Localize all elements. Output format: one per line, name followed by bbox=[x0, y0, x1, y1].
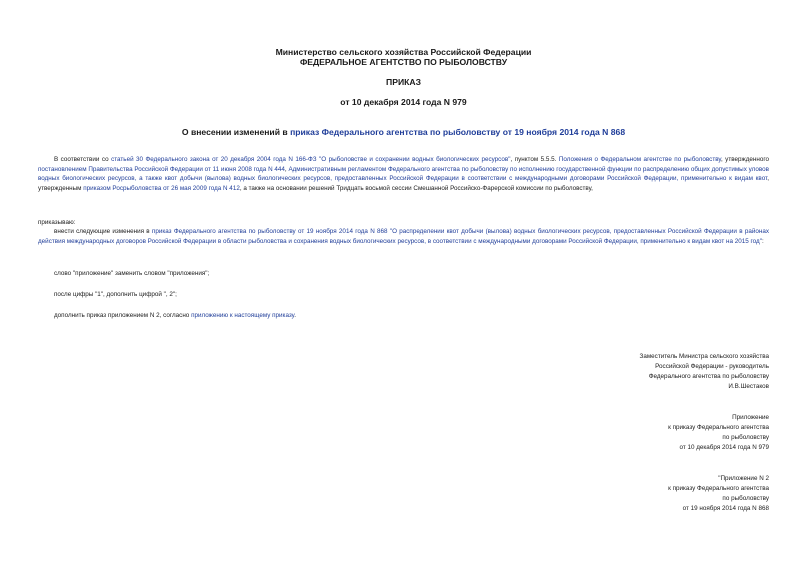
amendment-paragraph bbox=[38, 227, 769, 246]
order-word: приказываю: bbox=[38, 219, 76, 226]
doc-date-number: от 10 декабря 2014 года N 979 bbox=[340, 97, 467, 107]
appendix-heading-block bbox=[469, 413, 769, 453]
signature-block bbox=[469, 352, 769, 392]
change-2: после цифры "1", дополнить цифрой ", 2"; bbox=[54, 291, 177, 298]
appendix-line: от 10 декабря 2014 года N 979 bbox=[679, 444, 769, 451]
appendix-line: по рыболовству bbox=[722, 434, 769, 441]
appendix-2-heading-block bbox=[469, 474, 769, 514]
change-1: слово "приложение" заменить словом "приложения"; bbox=[54, 270, 210, 277]
appendix-2-line: к приказу Федерального агентства bbox=[668, 485, 769, 492]
preamble-paragraph bbox=[38, 155, 769, 193]
agency-heading: ФЕДЕРАЛЬНОЕ АГЕНТСТВО ПО РЫБОЛОВСТВУ bbox=[299, 57, 508, 67]
appendix-line: к приказу Федерального агентства bbox=[668, 424, 769, 431]
signature-line: Российской Федерации - руководитель bbox=[655, 363, 769, 370]
doc-type-heading: ПРИКАЗ bbox=[386, 77, 421, 87]
government-decree-link[interactable]: постановлением Правительства Российской Федерации от 11 июня 2008 года N 444 bbox=[38, 165, 285, 173]
document-title bbox=[0, 127, 807, 137]
agency-regulation-link[interactable]: Положения о Федеральном агентстве по рыболовству bbox=[558, 156, 721, 163]
amendment-text-2: : bbox=[761, 237, 764, 245]
preamble-text-4: , bbox=[284, 165, 289, 173]
preamble-text-1: В соответствии со bbox=[54, 156, 112, 163]
law-article-30-link[interactable]: статьей 30 Федерального закона от 20 декабря 2004 года N 166-ФЗ "О рыболовстве и сохранении водных биологических ресурсов" bbox=[111, 156, 511, 163]
title-order-link[interactable]: приказ Федерального агентства по рыболовству от 19 ноября 2014 года N 868 bbox=[290, 127, 626, 137]
change-3 bbox=[54, 311, 296, 320]
appendix-2-line: "Приложение N 2 bbox=[718, 475, 769, 482]
signature-line: Федерального агентства по рыболовству bbox=[648, 373, 769, 380]
ministry-heading: Министерство сельского хозяйства Российской Федерации bbox=[275, 47, 532, 57]
appendix-2-line: по рыболовству bbox=[722, 495, 769, 502]
signature-line: Заместитель Министра сельского хозяйства bbox=[639, 353, 769, 360]
administrative-regulation-link[interactable]: Административным регламентом Федерального агентства по рыболовству по исполнению государственной функции по распределению общих допустимых уловов водных биологических ресурсов, а также квот добычи (вылова) водных биологических ресурсов, предоставленных Российской Федерации в соответствии с международными договорами Российской Федерации, применительно к видам квот bbox=[38, 165, 769, 182]
rosrybolovstvo-order-link[interactable]: приказом Росрыболовства от 26 мая 2009 года N 412 bbox=[83, 184, 240, 192]
amendment-text-1: внести следующие изменения в bbox=[54, 228, 152, 235]
change-3-text-2: . bbox=[294, 312, 296, 319]
appendix-link[interactable]: приложению к настоящему приказу bbox=[191, 312, 295, 319]
appendix-2-line: от 19 ноября 2014 года N 868 bbox=[682, 505, 769, 512]
preamble-text-6: , а также на основании решений Тридцать восьмой сессии Смешанной Российско-Фарерской комиссии по рыболовству, bbox=[239, 184, 593, 192]
preamble-text-5: , утвержденным bbox=[38, 175, 769, 192]
preamble-text-3: , утвержденного bbox=[720, 156, 769, 163]
appendix-line: Приложение bbox=[732, 414, 769, 421]
preamble-text-2: , пунктом 5.5.5. bbox=[510, 156, 559, 163]
signatory-name: И.В.Шестаков bbox=[728, 383, 769, 390]
change-3-text-1: дополнить приказ приложением N 2, согласно bbox=[54, 312, 192, 319]
order-868-link[interactable]: приказ Федерального агентства по рыболовству от 19 ноября 2014 года N 868 "О распределении квот добычи (вылова) водных биологических ресурсов, предоставленных Российской Федерации в районах действия международных договоров Российской Федерации в области рыболовства и сохранения водных биологических ресурсов, в соответствии с международными договорами Российской Федерации, применительно к видам квот на 2015 год" bbox=[38, 228, 769, 245]
title-prefix: О внесении изменений в bbox=[181, 127, 291, 137]
